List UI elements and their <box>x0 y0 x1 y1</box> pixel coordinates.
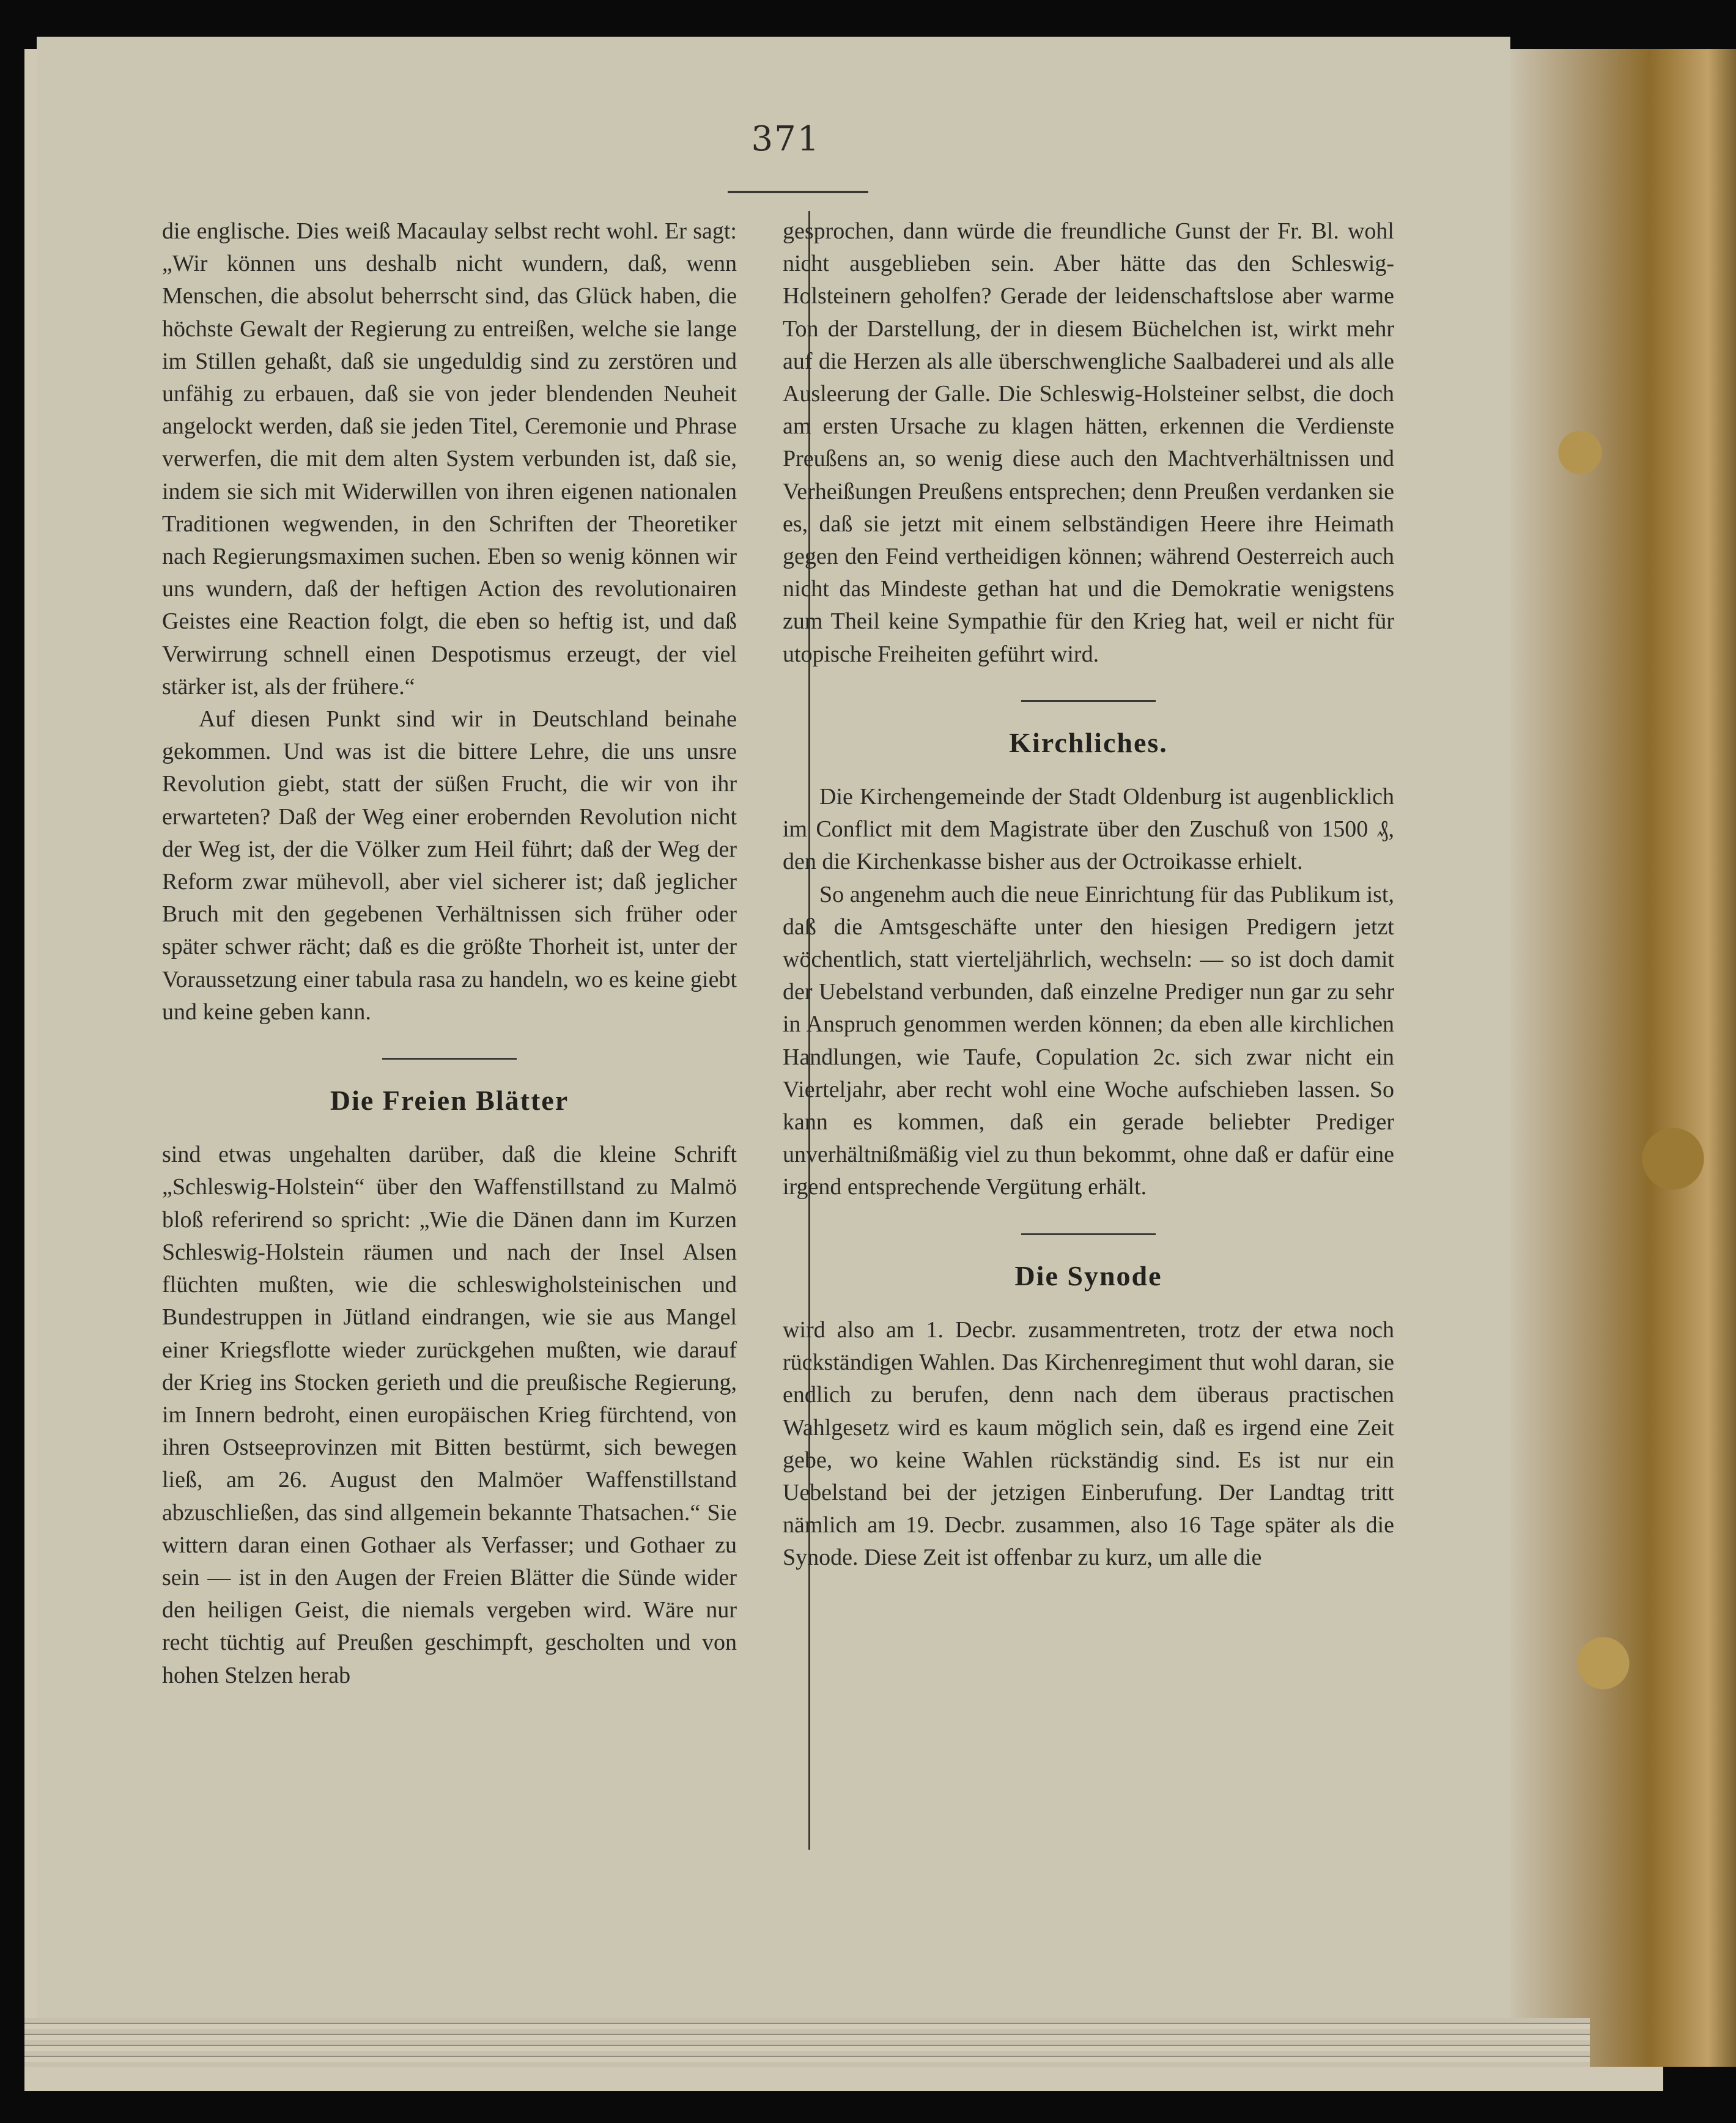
right-paragraph-2: Die Kirchengemeinde der Stadt Oldenburg ist augenblicklich im Conflict mit dem Magistrate über den Zuschuß von 1500 ₰, den die Kirchenkasse bisher aus der Octroikasse erhielt. <box>783 784 1394 875</box>
section-heading-synode: Die Synode <box>1014 1260 1162 1291</box>
left-paragraph-1: die englische. Dies weiß Macaulay selbst recht wohl. Er sagt: „Wir können uns deshalb nicht wundern, daß, wenn Menschen, die absolut beherrscht sind, das Glück haben, die höchste Gewalt der Regierung zu entreißen, welche sie lange im Stillen gehaßt, daß sie ungeduldig sind zu zerstören und unfähig zu erbauen, daß sie von jeder blendenden Neuheit angelockt werden, daß sie jeden Titel, Ceremonie und Phrase verwerfen, die mit dem alten System verbunden ist, daß sie, indem sie sich mit Widerwillen von ihren eigenen nationalen Traditionen wegwenden, in den Schriften der Theoretiker nach Regierungsmaximen suchen. Eben so wenig können wir uns wundern, daß der heftigen Action des revolutionairen Geistes eine Reaction folgt, die eben so heftig ist, und daß Verwirrung schnell einen Despotismus erzeugt, der viel stärker ist, als der frühere.“ <box>162 218 737 700</box>
right-paragraph-1: gesprochen, dann würde die freundliche Gunst der Fr. Bl. wohl nicht ausgeblieben sein. Aber hätte das den Schleswig-Holsteinern geholfen? Gerade der leidenschaftslose aber warme Ton der Darstellung, der in diesem Büchelchen ist, wirkt mehr auf die Herzen als alle überschwengliche Saalbaderei und als alle Ausleerung der Galle. Die Schleswig-Holsteiner selbst, die doch am ersten Ursache zu klagen hätten, erkennen die Verdienste Preußens an, so wenig diese auch den Machtverhältnissen und Verheißungen Preußens entsprechen; denn Preußen verdanken sie es, daß sie jetzt mit einem selbständigen Heere ihre Heimath gegen den Feind vertheidigen können; während Oesterreich auch nicht das Mindeste gethan hat und die Demokratie wenigstens zum Theil keine Sympathie für den Krieg hat, weil er nicht für utopische Freiheiten geführt wird. <box>783 218 1394 667</box>
page-number-rule <box>728 191 868 193</box>
section-separator <box>1021 700 1156 702</box>
right-column <box>783 215 1394 1575</box>
left-column <box>162 215 737 1692</box>
right-paragraph-3: So angenehm auch die neue Einrichtung für das Publikum ist, daß die Amtsgeschäfte unter den hiesigen Predigern jetzt wöchentlich, statt vierteljährlich, wechseln: — so ist doch damit der Uebelstand verbunden, daß einzelne Prediger nun gar zu sehr in Anspruch genommen werden können; da eben alle kirchlichen Handlungen, wie Taufe, Copulation 2c. sich zwar nicht ein Vierteljahr, aber recht wohl eine Woche aufschieben lassen. So kann es kommen, daß ein gerade beliebter Prediger unverhältnißmäßig viel zu thun bekommt, ohne daß er dafür eine irgend entsprechende Vergütung erhält. <box>783 881 1394 1200</box>
section-heading-kirchliches: Kirchliches. <box>1009 726 1168 758</box>
section-heading-freien-blaetter: Die Freien Blätter <box>330 1085 569 1117</box>
page <box>37 37 1510 2018</box>
right-paragraph-4: wird also am 1. Decbr. zusammentreten, trotz der etwa noch rückständigen Wahlen. Das Kirchenregiment thut wohl daran, sie endlich zu berufen, denn nach dem überaus practischen Wahlgesetz wird es kaum möglich sein, daß es irgend eine Zeit gebe, wo keine Wahlen rückständig sind. Es ist nur ein Uebelstand bei der jetzigen Einberufung. Der Landtag tritt nämlich am 19. Decbr. zusammen, also 16 Tage später als die Synode. Diese Zeit ist offenbar zu kurz, um alle die <box>783 1316 1394 1571</box>
page-edges <box>24 2018 1590 2067</box>
left-paragraph-3: sind etwas ungehalten darüber, daß die kleine Schrift „Schleswig-Holstein“ über den Waffenstillstand zu Malmö bloß referirend so spricht: „Wie die Dänen dann im Kurzen Schleswig-Holstein räumen und nach der Insel Alsen flüchten mußten, wie die schleswigholsteinischen und Bundestruppen in Jütland eindrangen, wie sie aus Mangel einer Kriegsflotte wieder zurückgehen mußten, wie darauf der Krieg ins Stocken gerieth und die preußische Regierung, im Innern bedroht, einen europäischen Krieg fürchtend, von ihren Ostseeprovinzen mit Bitten bestürmt, sich bewegen ließ, am 26. August den Malmöer Waffenstillstand abzuschließen, das sind allgemein bekannte Thatsachen.“ Sie wittern daran einen Gothaer als Verfasser; und Gothaer zu sein — ist in den Augen der Freien Blätter die Sünde wider den heiligen Geist, die niemals vergeben wird. Wäre nur recht tüchtig auf Preußen geschimpft, gescholten und von hohen Stelzen herab <box>162 1142 737 1688</box>
section-separator <box>382 1058 517 1060</box>
page-number: 371 <box>751 119 821 159</box>
left-paragraph-2: Auf diesen Punkt sind wir in Deutschland beinahe gekommen. Und was ist die bittere Lehre, die uns unsre Revolution giebt, statt der süßen Frucht, die wir von ihr erwarteten? Daß der Weg einer erobernden Revolution nicht der Weg ist, der die Völker zum Heil führt; daß der Weg der Reform zwar mühevoll, aber viel sicherer ist; daß jeglicher Bruch mit den gegebenen Verhältnissen sich früher oder später schwer rächt; daß es die größte Thorheit ist, unter der Voraussetzung einer tabula rasa zu handeln, wo es keine giebt und keine geben kann. <box>162 706 737 1025</box>
book-binding <box>1510 49 1736 2067</box>
section-separator <box>1021 1233 1156 1235</box>
